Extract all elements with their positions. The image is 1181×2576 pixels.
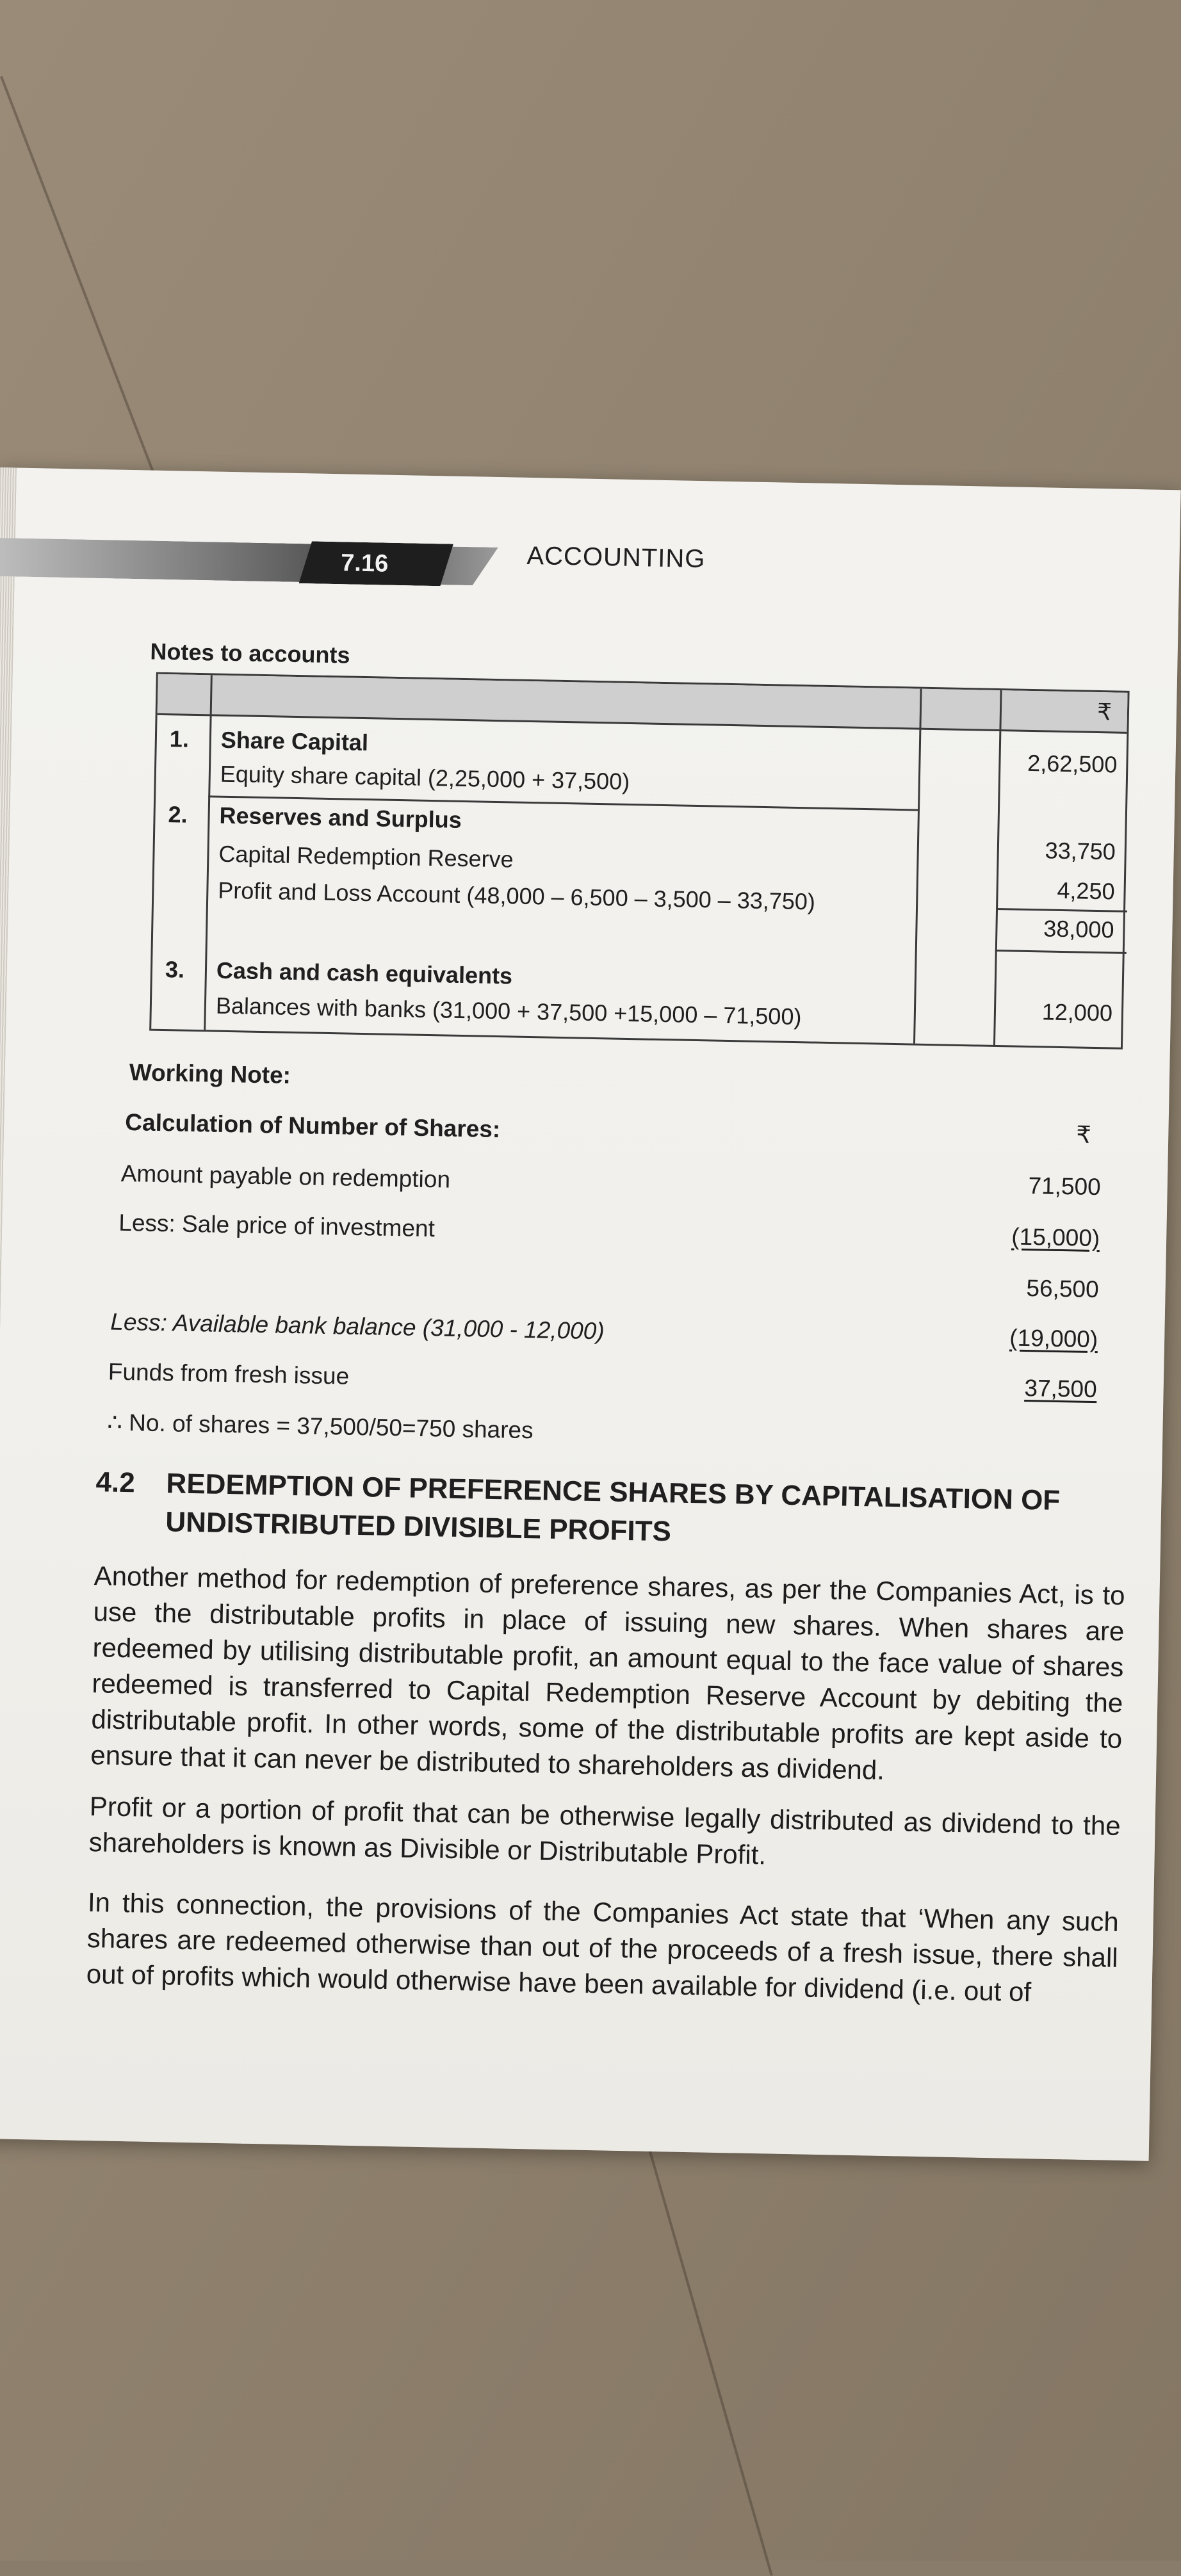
col-divider-amount: [913, 689, 922, 1044]
section-number: 4.2: [95, 1466, 136, 1499]
wn-row-2-value: (15,000): [1011, 1223, 1100, 1252]
note-2-heading: Reserves and Surplus: [219, 802, 462, 833]
paragraph-1: Another method for redemption of preference shares, as per the Companies Act, is to use the distributable profits in place of issuing new shares. When shares are redeemed by utilising distributable profit, an amount equal to the face value of shares redeemed is transferred to Capital Redemption Reserve Account by debiting the distributable profit. In other words, some of the distributable profits are kept aside to ensure that it can never be distributed to shareholders as dividend.: [90, 1560, 1125, 1785]
notes-table: [149, 672, 1129, 1049]
wn-row-5-label: Funds from fresh issue: [108, 1358, 350, 1389]
note-3-number: 3.: [165, 956, 185, 983]
book-page: [0, 467, 1181, 2161]
note-1-number: 1.: [169, 725, 190, 752]
wn-result: ∴ No. of shares = 37,500/50=750 shares: [107, 1409, 534, 1444]
wn-row-4-label: Less: Available bank balance (31,000 - 12,000): [110, 1308, 605, 1345]
paragraph-2: Profit or a portion of profit that can be otherwise legally distributed as dividend to the shareholders is known as Divisible or Distributable Profit.: [88, 1791, 1121, 1870]
note-3-total: 12,000: [1041, 998, 1113, 1026]
note-3-heading: Cash and cash equivalents: [216, 957, 513, 989]
page-number: 7.16: [340, 549, 389, 578]
wn-row-2-label: Less: Sale price of investment: [118, 1209, 436, 1242]
working-note-currency: ₹: [1075, 1121, 1092, 1148]
wn-row-1-label: Amount payable on redemption: [120, 1160, 451, 1193]
note-1-heading: Share Capital: [220, 726, 369, 756]
note-1-line-1: Equity share capital (2,25,000 + 37,500): [220, 760, 630, 795]
paragraph-3: In this connection, the provisions of the Companies Act state that ‘When any such shares are redeemed otherwise than out of the proceeds of a fresh issue, there shall out of profits which would otherwise have been available for dividend (i.e. out of: [86, 1887, 1120, 2007]
page-stack-edge: [0, 467, 17, 2139]
note-2-number: 2.: [168, 801, 188, 828]
section-title-line-1: REDEMPTION OF PREFERENCE SHARES BY CAPITALISATION OF: [166, 1468, 1061, 1517]
subtotal-rule-bottom: [995, 950, 1127, 954]
wn-row-1-value: 71,500: [1028, 1172, 1102, 1201]
working-note-title: Working Note:: [129, 1059, 291, 1089]
section-title-line-2: UNDISTRIBUTED DIVISIBLE PROFITS: [165, 1506, 672, 1548]
note-3-line-1: Balances with banks (31,000 + 37,500 +15,000 – 71,500): [215, 992, 802, 1030]
col-divider-total: [993, 690, 1002, 1045]
working-note-subtitle: Calculation of Number of Shares:: [125, 1108, 501, 1143]
section-heading: [95, 1463, 1121, 1560]
running-head: ACCOUNTING: [526, 541, 706, 574]
wn-row-3-value: 56,500: [1026, 1275, 1100, 1303]
currency-symbol: ₹: [1096, 698, 1112, 725]
note-2-line-2-total: 4,250: [1057, 877, 1116, 905]
note-2-line-1-total: 33,750: [1045, 837, 1116, 865]
wn-row-5-value: 37,500: [1024, 1374, 1098, 1403]
notes-table-header-row: [158, 674, 1128, 734]
subtotal-rule-top: [996, 908, 1127, 912]
notes-title: Notes to accounts: [150, 638, 350, 668]
wn-row-4-value: (19,000): [1009, 1324, 1098, 1353]
note-1-total: 2,62,500: [1027, 749, 1118, 778]
note-2-line-2: Profit and Loss Account (48,000 – 6,500 – 3,500 – 33,750): [217, 877, 816, 915]
col-divider-number: [204, 675, 213, 1030]
note-2-line-1: Capital Redemption Reserve: [218, 840, 514, 873]
note-2-subtotal: 38,000: [1043, 915, 1114, 943]
